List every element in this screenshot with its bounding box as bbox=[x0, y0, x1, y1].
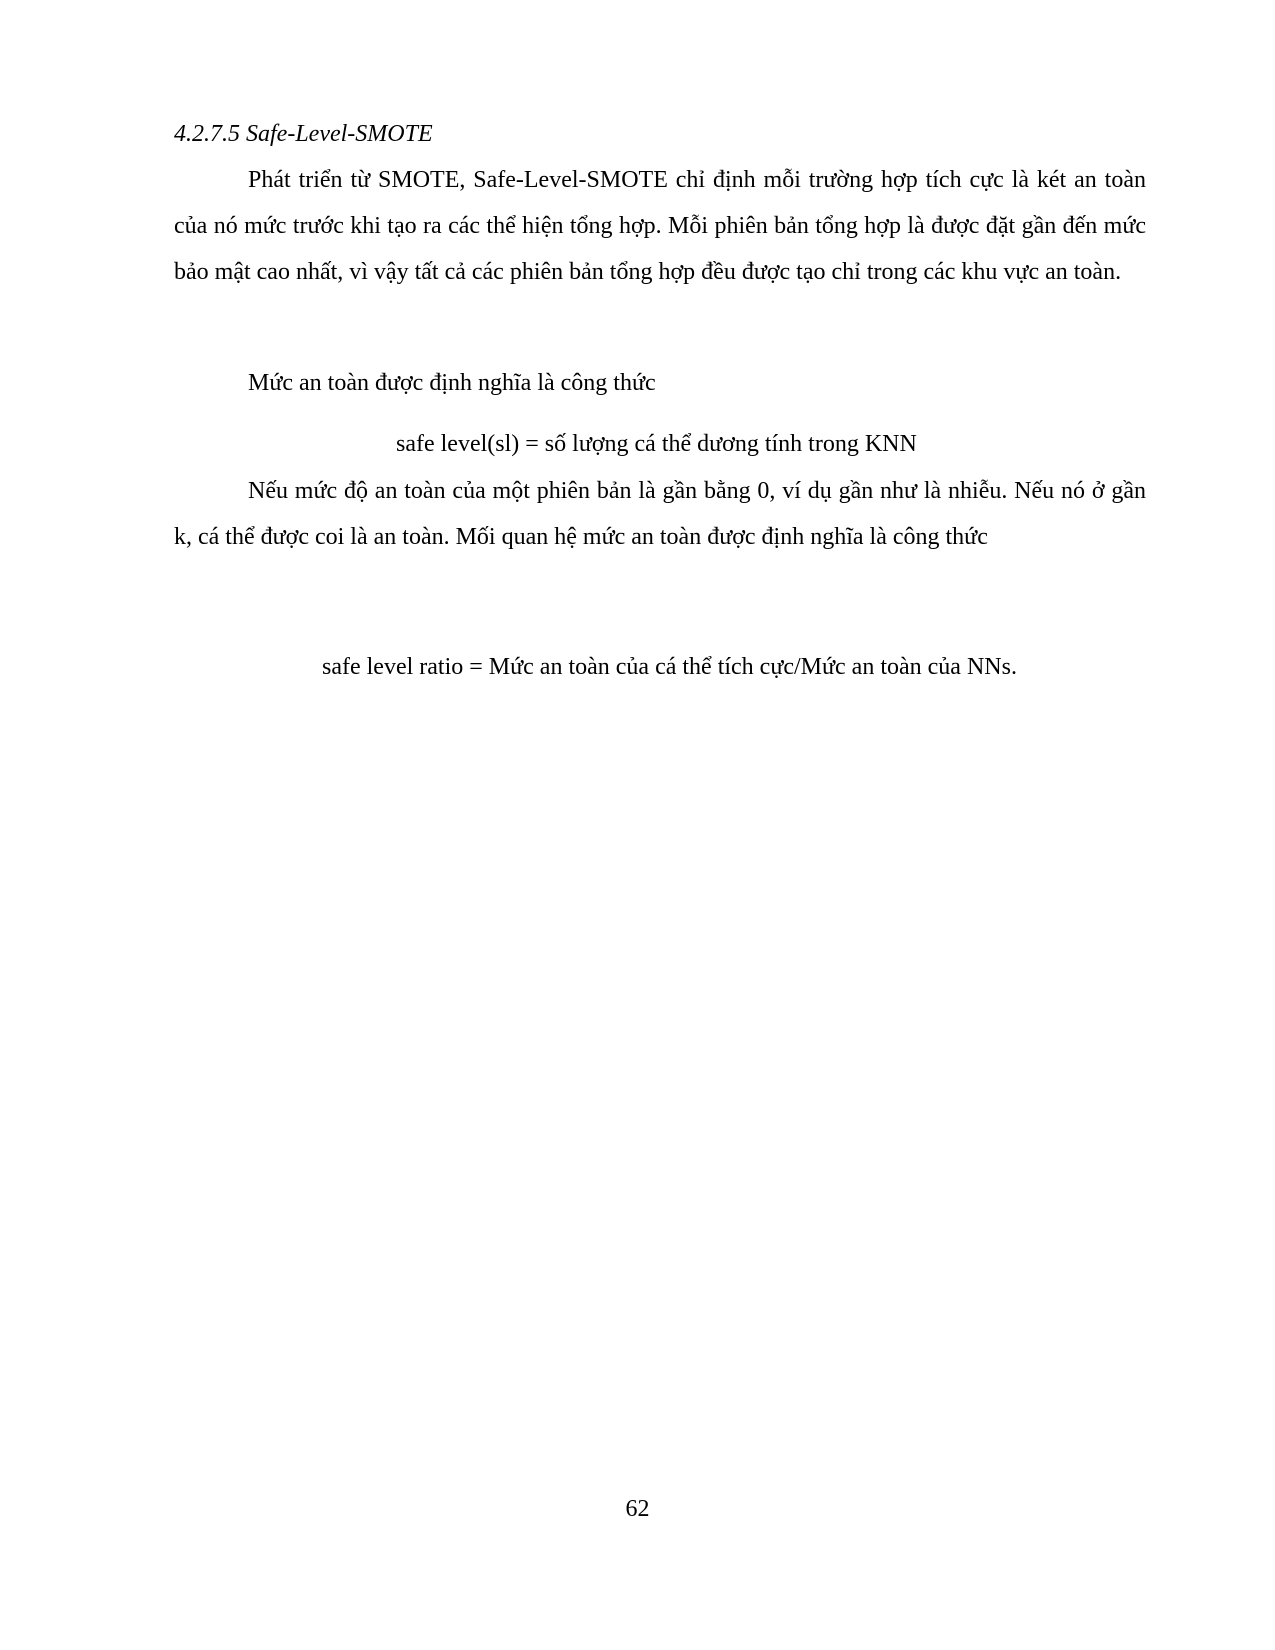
formula-intro-text: Mức an toàn được định nghĩa là công thức bbox=[248, 370, 656, 396]
paragraph-intro: Phát triển từ SMOTE, Safe-Level-SMOTE chỉ định mỗi trường hợp tích cực là két an toàn của nó mức trước khi tạo ra các thể hiện tổng hợp. Mỗi phiên bản tổng hợp là được đặt gần đến mức bảo mật cao nhất, vì vậy tất cả các phiên bản tổng hợp đều được tạo chỉ trong các khu vực an toàn. bbox=[174, 167, 1146, 285]
safe-level-formula: safe level(sl) = số lượng cá thể dương tính trong KNN bbox=[396, 431, 917, 457]
paragraph-safe-level-explanation: Nếu mức độ an toàn của một phiên bản là gần bằng 0, ví dụ gần như là nhiễu. Nếu nó ở gần k, cá thể được coi là an toàn. Mối quan hệ mức an toàn được định nghĩa là công thức bbox=[174, 478, 1146, 550]
section-heading: 4.2.7.5 Safe-Level-SMOTE bbox=[174, 121, 433, 147]
safe-level-ratio-formula: safe level ratio = Mức an toàn của cá thể tích cực/Mức an toàn của NNs. bbox=[322, 654, 1017, 680]
page-number: 62 bbox=[625, 1496, 650, 1522]
